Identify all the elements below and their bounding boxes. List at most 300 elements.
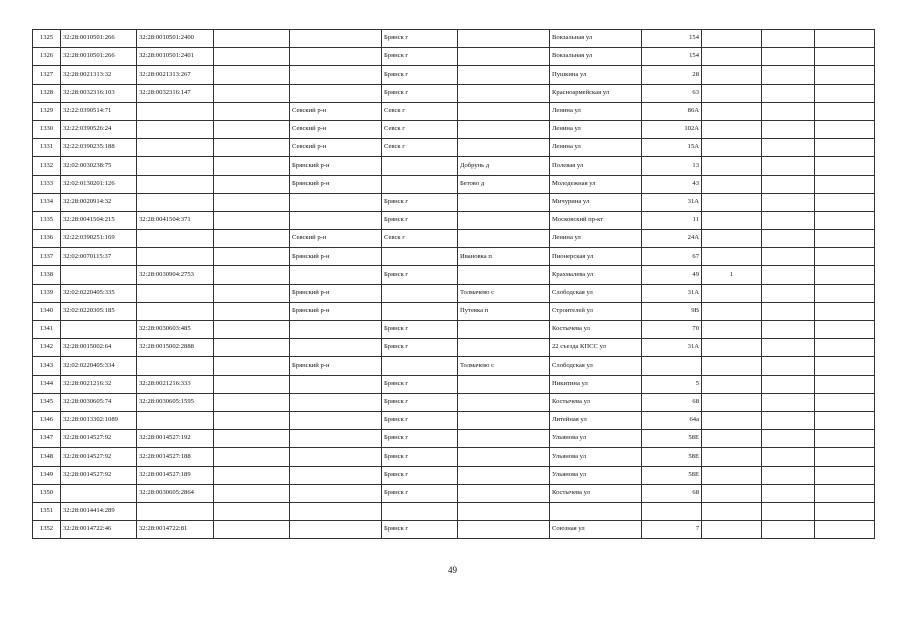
- row-number-cell: 1349: [33, 466, 61, 484]
- empty-cell: [815, 466, 875, 484]
- cadastral-number-cell: 32:28:0015002:64: [61, 339, 137, 357]
- empty-cell: [214, 266, 290, 284]
- extra-cell: [702, 84, 762, 102]
- empty-cell: [815, 102, 875, 120]
- table-row: [33, 502, 875, 520]
- row-number-cell: 1335: [33, 211, 61, 229]
- object-cadastral-number-cell: [137, 230, 214, 248]
- village-cell: [458, 321, 550, 339]
- row-number-cell: 1339: [33, 284, 61, 302]
- house-number-cell: 154: [642, 30, 702, 48]
- table-row: [33, 84, 875, 102]
- empty-cell: [214, 521, 290, 539]
- empty-cell: [762, 120, 815, 138]
- object-cadastral-number-cell: 32:28:0014722:81: [137, 521, 214, 539]
- table-row: [33, 157, 875, 175]
- street-cell: Костычева ул: [550, 393, 642, 411]
- house-number-cell: 9В: [642, 302, 702, 320]
- district-cell: [290, 266, 382, 284]
- cadastral-number-cell: 32:28:0014527:92: [61, 466, 137, 484]
- village-cell: [458, 211, 550, 229]
- empty-cell: [214, 448, 290, 466]
- street-cell: [550, 502, 642, 520]
- empty-cell: [762, 66, 815, 84]
- table-row: [33, 48, 875, 66]
- extra-cell: [702, 521, 762, 539]
- village-cell: Бетово д: [458, 175, 550, 193]
- street-cell: Пионерская ул: [550, 248, 642, 266]
- street-cell: Вокзальная ул: [550, 30, 642, 48]
- table-row: [33, 430, 875, 448]
- object-cadastral-number-cell: [137, 120, 214, 138]
- extra-cell: [702, 120, 762, 138]
- row-number-cell: 1325: [33, 30, 61, 48]
- city-cell: Брянск г: [382, 193, 458, 211]
- empty-cell: [762, 357, 815, 375]
- object-cadastral-number-cell: 32:28:0030904:2753: [137, 266, 214, 284]
- street-cell: Молодежная ул: [550, 175, 642, 193]
- city-cell: Брянск г: [382, 321, 458, 339]
- house-number-cell: 31А: [642, 339, 702, 357]
- extra-cell: [702, 466, 762, 484]
- city-cell: Брянск г: [382, 448, 458, 466]
- extra-cell: [702, 30, 762, 48]
- row-number-cell: 1338: [33, 266, 61, 284]
- table-row: [33, 284, 875, 302]
- city-cell: [382, 502, 458, 520]
- empty-cell: [762, 230, 815, 248]
- district-cell: [290, 66, 382, 84]
- cadastral-number-cell: 32:28:0030605:74: [61, 393, 137, 411]
- empty-cell: [762, 521, 815, 539]
- cadastral-number-cell: 32:22:0390251:169: [61, 230, 137, 248]
- empty-cell: [762, 466, 815, 484]
- empty-cell: [815, 193, 875, 211]
- house-number-cell: 49: [642, 266, 702, 284]
- city-cell: Брянск г: [382, 66, 458, 84]
- village-cell: [458, 430, 550, 448]
- street-cell: Слободская ул: [550, 284, 642, 302]
- object-cadastral-number-cell: [137, 411, 214, 429]
- street-cell: Строителей ул: [550, 302, 642, 320]
- empty-cell: [214, 248, 290, 266]
- district-cell: [290, 30, 382, 48]
- empty-cell: [815, 175, 875, 193]
- extra-cell: [702, 193, 762, 211]
- extra-cell: [702, 502, 762, 520]
- village-cell: [458, 521, 550, 539]
- table-row: [33, 266, 875, 284]
- street-cell: 22 съезда КПСС ул: [550, 339, 642, 357]
- extra-cell: [702, 411, 762, 429]
- city-cell: Брянск г: [382, 484, 458, 502]
- city-cell: Брянск г: [382, 466, 458, 484]
- table-row: [33, 484, 875, 502]
- village-cell: [458, 193, 550, 211]
- object-cadastral-number-cell: 32:28:0041504:371: [137, 211, 214, 229]
- empty-cell: [815, 48, 875, 66]
- empty-cell: [815, 321, 875, 339]
- object-cadastral-number-cell: 32:28:0021216:333: [137, 375, 214, 393]
- object-cadastral-number-cell: 32:28:0021313:267: [137, 66, 214, 84]
- city-cell: Брянск г: [382, 339, 458, 357]
- street-cell: Ульянова ул: [550, 430, 642, 448]
- extra-cell: [702, 157, 762, 175]
- empty-cell: [762, 48, 815, 66]
- district-cell: [290, 430, 382, 448]
- empty-cell: [815, 66, 875, 84]
- empty-cell: [815, 211, 875, 229]
- district-cell: [290, 393, 382, 411]
- empty-cell: [214, 139, 290, 157]
- object-cadastral-number-cell: 32:28:0010501:2400: [137, 30, 214, 48]
- house-number-cell: 58Е: [642, 448, 702, 466]
- object-cadastral-number-cell: [137, 302, 214, 320]
- house-number-cell: 64а: [642, 411, 702, 429]
- city-cell: Брянск г: [382, 30, 458, 48]
- page-number: 49: [448, 565, 457, 575]
- extra-cell: [702, 339, 762, 357]
- village-cell: [458, 120, 550, 138]
- city-cell: [382, 302, 458, 320]
- row-number-cell: 1343: [33, 357, 61, 375]
- empty-cell: [214, 339, 290, 357]
- street-cell: Красноармейская ул: [550, 84, 642, 102]
- empty-cell: [762, 84, 815, 102]
- object-cadastral-number-cell: 32:28:0030605:2864: [137, 484, 214, 502]
- table-row: [33, 248, 875, 266]
- row-number-cell: 1336: [33, 230, 61, 248]
- extra-cell: [702, 321, 762, 339]
- empty-cell: [214, 284, 290, 302]
- city-cell: Брянск г: [382, 48, 458, 66]
- house-number-cell: 15А: [642, 139, 702, 157]
- empty-cell: [214, 302, 290, 320]
- table-row: [33, 375, 875, 393]
- extra-cell: 1: [702, 266, 762, 284]
- object-cadastral-number-cell: [137, 193, 214, 211]
- cadastral-number-cell: 32:28:0010501:266: [61, 30, 137, 48]
- empty-cell: [762, 139, 815, 157]
- house-number-cell: 63: [642, 84, 702, 102]
- empty-cell: [762, 339, 815, 357]
- empty-cell: [815, 411, 875, 429]
- row-number-cell: 1328: [33, 84, 61, 102]
- district-cell: Брянский р-н: [290, 302, 382, 320]
- house-number-cell: 31А: [642, 193, 702, 211]
- house-number-cell: 7: [642, 521, 702, 539]
- street-cell: Полевая ул: [550, 157, 642, 175]
- extra-cell: [702, 211, 762, 229]
- empty-cell: [815, 248, 875, 266]
- table-row: [33, 230, 875, 248]
- district-cell: Севский р-н: [290, 102, 382, 120]
- cadastral-number-cell: 32:28:0014414:289: [61, 502, 137, 520]
- district-cell: [290, 48, 382, 66]
- street-cell: Никитина ул: [550, 375, 642, 393]
- district-cell: [290, 84, 382, 102]
- city-cell: Брянск г: [382, 84, 458, 102]
- extra-cell: [702, 48, 762, 66]
- district-cell: [290, 502, 382, 520]
- village-cell: Добрунь д: [458, 157, 550, 175]
- empty-cell: [214, 357, 290, 375]
- row-number-cell: 1344: [33, 375, 61, 393]
- empty-cell: [815, 430, 875, 448]
- row-number-cell: 1333: [33, 175, 61, 193]
- empty-cell: [815, 157, 875, 175]
- extra-cell: [702, 175, 762, 193]
- village-cell: [458, 266, 550, 284]
- street-cell: Мичурина ул: [550, 193, 642, 211]
- house-number-cell: 13: [642, 157, 702, 175]
- empty-cell: [214, 230, 290, 248]
- empty-cell: [815, 139, 875, 157]
- table-row: [33, 302, 875, 320]
- object-cadastral-number-cell: 32:28:0014527:189: [137, 466, 214, 484]
- table-row: [33, 211, 875, 229]
- empty-cell: [762, 502, 815, 520]
- table-row: [33, 521, 875, 539]
- cadastral-number-cell: 32:02:0130201:126: [61, 175, 137, 193]
- village-cell: [458, 230, 550, 248]
- cadastral-number-cell: 32:28:0014722:46: [61, 521, 137, 539]
- object-cadastral-number-cell: 32:28:0030605:1595: [137, 393, 214, 411]
- empty-cell: [815, 357, 875, 375]
- district-cell: [290, 375, 382, 393]
- empty-cell: [214, 393, 290, 411]
- registry-table-body: [33, 30, 875, 539]
- row-number-cell: 1326: [33, 48, 61, 66]
- empty-cell: [214, 375, 290, 393]
- table-row: [33, 175, 875, 193]
- house-number-cell: 5: [642, 375, 702, 393]
- empty-cell: [214, 120, 290, 138]
- village-cell: [458, 48, 550, 66]
- city-cell: Севск г: [382, 139, 458, 157]
- city-cell: [382, 157, 458, 175]
- object-cadastral-number-cell: [137, 175, 214, 193]
- cadastral-number-cell: 32:28:0013302:1089: [61, 411, 137, 429]
- empty-cell: [762, 266, 815, 284]
- empty-cell: [815, 84, 875, 102]
- row-number-cell: 1337: [33, 248, 61, 266]
- empty-cell: [762, 393, 815, 411]
- row-number-cell: 1345: [33, 393, 61, 411]
- cadastral-number-cell: 32:28:0041504:215: [61, 211, 137, 229]
- row-number-cell: 1332: [33, 157, 61, 175]
- village-cell: [458, 84, 550, 102]
- object-cadastral-number-cell: [137, 139, 214, 157]
- row-number-cell: 1330: [33, 120, 61, 138]
- object-cadastral-number-cell: 32:28:0015002:2888: [137, 339, 214, 357]
- empty-cell: [762, 302, 815, 320]
- district-cell: Брянский р-н: [290, 357, 382, 375]
- village-cell: [458, 66, 550, 84]
- row-number-cell: 1352: [33, 521, 61, 539]
- village-cell: Путевка п: [458, 302, 550, 320]
- district-cell: Брянский р-н: [290, 157, 382, 175]
- object-cadastral-number-cell: 32:28:0014527:192: [137, 430, 214, 448]
- empty-cell: [762, 411, 815, 429]
- empty-cell: [762, 321, 815, 339]
- house-number-cell: 28: [642, 66, 702, 84]
- cadastral-number-cell: 32:28:0020914:32: [61, 193, 137, 211]
- object-cadastral-number-cell: [137, 284, 214, 302]
- city-cell: Брянск г: [382, 411, 458, 429]
- street-cell: Литейная ул: [550, 411, 642, 429]
- empty-cell: [815, 502, 875, 520]
- object-cadastral-number-cell: 32:28:0010501:2401: [137, 48, 214, 66]
- extra-cell: [702, 102, 762, 120]
- empty-cell: [815, 284, 875, 302]
- extra-cell: [702, 357, 762, 375]
- table-row: [33, 466, 875, 484]
- empty-cell: [214, 193, 290, 211]
- extra-cell: [702, 139, 762, 157]
- row-number-cell: 1350: [33, 484, 61, 502]
- street-cell: Союзная ул: [550, 521, 642, 539]
- district-cell: Брянский р-н: [290, 284, 382, 302]
- object-cadastral-number-cell: 32:28:0032316:147: [137, 84, 214, 102]
- cadastral-number-cell: 32:28:0021313:32: [61, 66, 137, 84]
- village-cell: [458, 30, 550, 48]
- street-cell: Пушкина ул: [550, 66, 642, 84]
- house-number-cell: 24А: [642, 230, 702, 248]
- empty-cell: [762, 448, 815, 466]
- empty-cell: [762, 30, 815, 48]
- empty-cell: [762, 193, 815, 211]
- house-number-cell: 43: [642, 175, 702, 193]
- city-cell: Севск г: [382, 120, 458, 138]
- row-number-cell: 1341: [33, 321, 61, 339]
- empty-cell: [214, 102, 290, 120]
- cadastral-number-cell: [61, 484, 137, 502]
- cadastral-number-cell: [61, 266, 137, 284]
- district-cell: [290, 339, 382, 357]
- empty-cell: [762, 284, 815, 302]
- extra-cell: [702, 375, 762, 393]
- village-cell: [458, 139, 550, 157]
- empty-cell: [762, 430, 815, 448]
- district-cell: [290, 321, 382, 339]
- empty-cell: [815, 484, 875, 502]
- cadastral-number-cell: 32:22:0390514:71: [61, 102, 137, 120]
- city-cell: [382, 284, 458, 302]
- empty-cell: [214, 30, 290, 48]
- house-number-cell: 102А: [642, 120, 702, 138]
- city-cell: [382, 357, 458, 375]
- table-row: [33, 393, 875, 411]
- cadastral-number-cell: 32:28:0014527:92: [61, 430, 137, 448]
- row-number-cell: 1334: [33, 193, 61, 211]
- street-cell: Московский пр-кт: [550, 211, 642, 229]
- house-number-cell: 58Е: [642, 466, 702, 484]
- empty-cell: [762, 102, 815, 120]
- empty-cell: [214, 430, 290, 448]
- village-cell: Толмачево с: [458, 284, 550, 302]
- street-cell: Крахмалева ул: [550, 266, 642, 284]
- village-cell: [458, 411, 550, 429]
- district-cell: Севский р-н: [290, 139, 382, 157]
- empty-cell: [815, 521, 875, 539]
- house-number-cell: 67: [642, 248, 702, 266]
- table-row: [33, 102, 875, 120]
- table-row: [33, 139, 875, 157]
- table-row: [33, 448, 875, 466]
- table-row: [33, 30, 875, 48]
- empty-cell: [762, 375, 815, 393]
- empty-cell: [815, 266, 875, 284]
- empty-cell: [815, 393, 875, 411]
- registry-table: [32, 29, 875, 539]
- street-cell: Костычева ул: [550, 484, 642, 502]
- row-number-cell: 1329: [33, 102, 61, 120]
- row-number-cell: 1346: [33, 411, 61, 429]
- house-number-cell: 58Е: [642, 430, 702, 448]
- empty-cell: [815, 375, 875, 393]
- empty-cell: [762, 211, 815, 229]
- house-number-cell: 68: [642, 393, 702, 411]
- table-row: [33, 193, 875, 211]
- village-cell: [458, 393, 550, 411]
- empty-cell: [214, 484, 290, 502]
- house-number-cell: 11: [642, 211, 702, 229]
- city-cell: Брянск г: [382, 211, 458, 229]
- empty-cell: [214, 321, 290, 339]
- village-cell: [458, 466, 550, 484]
- cadastral-number-cell: 32:02:0220405:334: [61, 357, 137, 375]
- district-cell: Севский р-н: [290, 120, 382, 138]
- table-row: [33, 339, 875, 357]
- empty-cell: [762, 157, 815, 175]
- street-cell: Слободская ул: [550, 357, 642, 375]
- empty-cell: [815, 230, 875, 248]
- row-number-cell: 1348: [33, 448, 61, 466]
- cadastral-number-cell: 32:02:0220305:185: [61, 302, 137, 320]
- object-cadastral-number-cell: [137, 102, 214, 120]
- extra-cell: [702, 393, 762, 411]
- cadastral-number-cell: 32:28:0010501:266: [61, 48, 137, 66]
- cadastral-number-cell: 32:02:0070115:37: [61, 248, 137, 266]
- extra-cell: [702, 66, 762, 84]
- street-cell: Костычева ул: [550, 321, 642, 339]
- house-number-cell: 31А: [642, 284, 702, 302]
- row-number-cell: 1327: [33, 66, 61, 84]
- empty-cell: [214, 175, 290, 193]
- street-cell: Ульянова ул: [550, 466, 642, 484]
- city-cell: [382, 175, 458, 193]
- street-cell: Ленина ул: [550, 120, 642, 138]
- extra-cell: [702, 302, 762, 320]
- extra-cell: [702, 484, 762, 502]
- house-number-cell: 68: [642, 484, 702, 502]
- district-cell: Брянский р-н: [290, 248, 382, 266]
- district-cell: [290, 484, 382, 502]
- object-cadastral-number-cell: [137, 357, 214, 375]
- cadastral-number-cell: 32:22:0390235:188: [61, 139, 137, 157]
- object-cadastral-number-cell: [137, 502, 214, 520]
- house-number-cell: 70: [642, 321, 702, 339]
- object-cadastral-number-cell: 32:28:0014527:188: [137, 448, 214, 466]
- empty-cell: [815, 302, 875, 320]
- row-number-cell: 1331: [33, 139, 61, 157]
- table-row: [33, 66, 875, 84]
- empty-cell: [214, 157, 290, 175]
- empty-cell: [214, 211, 290, 229]
- district-cell: [290, 448, 382, 466]
- district-cell: Севский р-н: [290, 230, 382, 248]
